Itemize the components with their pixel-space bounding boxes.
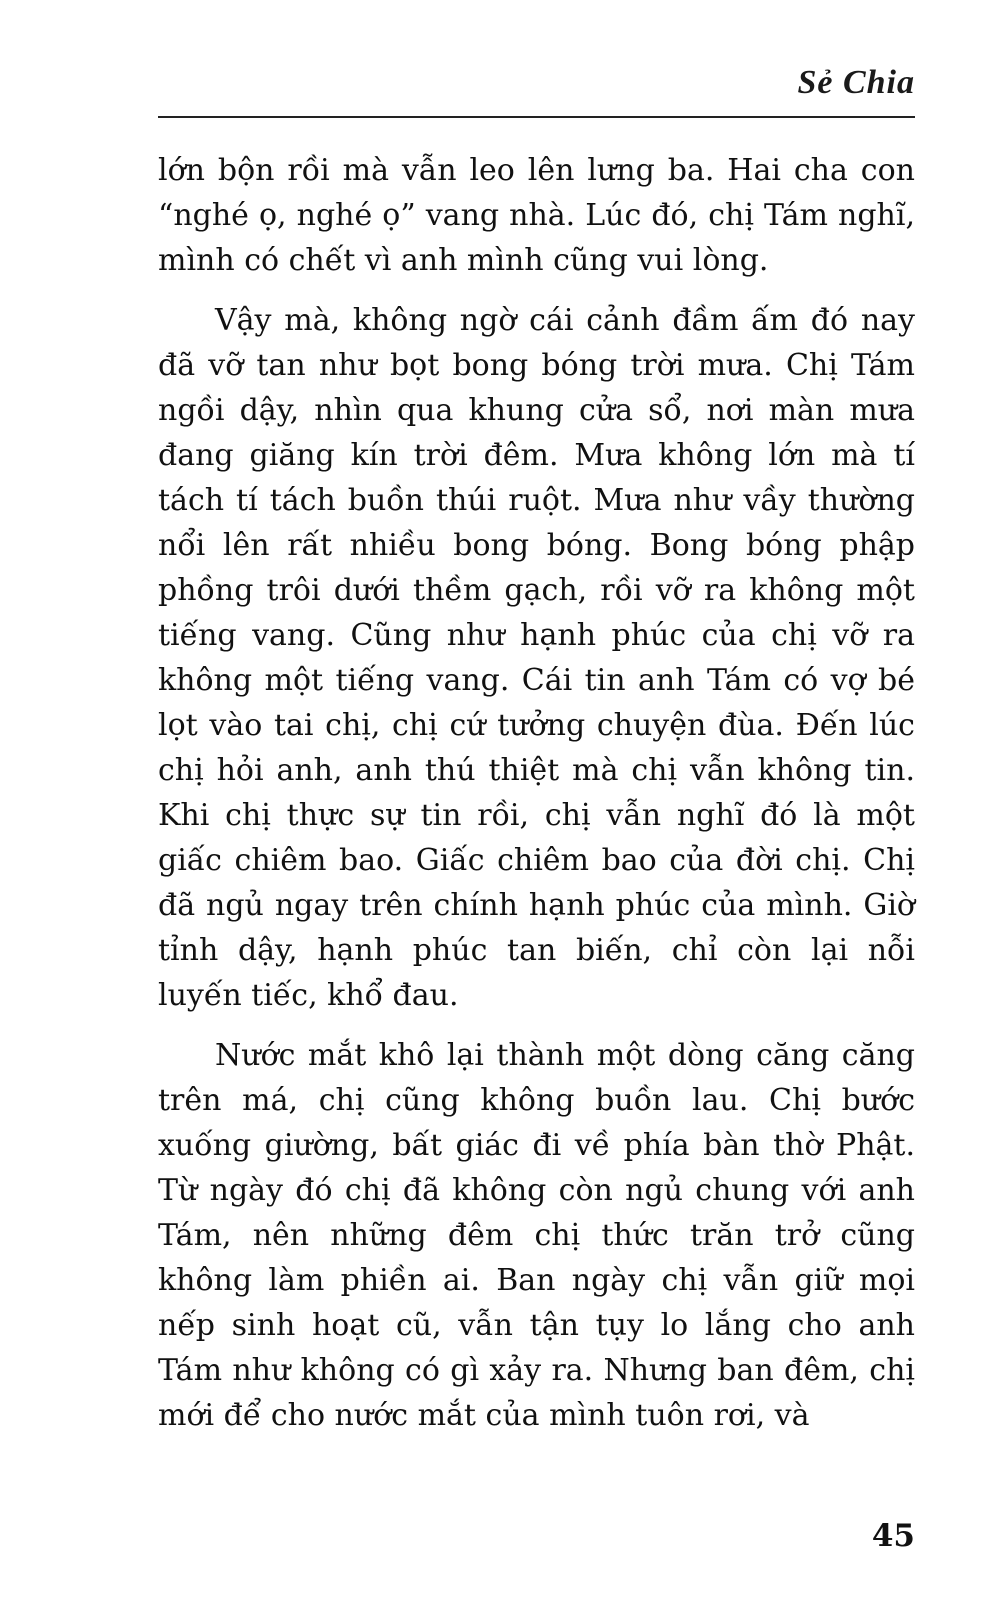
paragraph: Vậy mà, không ngờ cái cảnh đầm ấm đó nay đã vỡ tan như bọt bong bóng trời mưa. Chị Tám ngồi dậy, nhìn qua khung cửa sổ, nơi màn mưa đang giăng kín trời đêm. Mưa không lớn mà tí tách tí tách buồn thúi ruột. Mưa như vầy thường nổi lên rất nhiều bong bóng. Bong bóng phập phồng trôi dưới thềm gạch, rồi vỡ ra không một tiếng vang. Cũng như hạnh phúc của chị vỡ ra không một tiếng vang. Cái tin anh Tám có vợ bé lọt vào tai chị, chị cứ tưởng chuyện đùa. Đến lúc chị hỏi anh, anh thú thiệt mà chị vẫn không tin. Khi chị thực sự tin rồi, chị vẫn nghĩ đó là một giấc chiêm bao. Giấc chiêm bao của đời chị. Chị đã ngủ ngay trên chính hạnh phúc của mình. Giờ tỉnh dậy, hạnh phúc tan biến, chỉ còn lại nỗi luyến tiếc, khổ đau. — [158, 303, 915, 1013]
body-text — [158, 148, 915, 1453]
page-number: 45 — [871, 1518, 915, 1554]
paragraph: Nước mắt khô lại thành một dòng căng căng trên má, chị cũng không buồn lau. Chị bước xuống giường, bất giác đi về phía bàn thờ Phật. Từ ngày đó chị đã không còn ngủ chung với anh Tám, nên những đêm chị thức trăn trở cũng không làm phiền ai. Ban ngày chị vẫn giữ mọi nếp sinh hoạt cũ, vẫn tận tụy lo lắng cho anh Tám như không có gì xảy ra. Nhưng ban đêm, chị mới để cho nước mắt của mình tuôn rơi, và — [158, 1038, 915, 1433]
header-rule — [158, 116, 915, 118]
running-head-title: Sẻ Chia — [797, 64, 915, 101]
paragraph-continuation: lớn bộn rồi mà vẫn leo lên lưng ba. Hai cha con “nghé ọ, nghé ọ” vang nhà. Lúc đó, chị Tám nghĩ, mình có chết vì anh mình cũng vui lòng. — [158, 153, 915, 278]
